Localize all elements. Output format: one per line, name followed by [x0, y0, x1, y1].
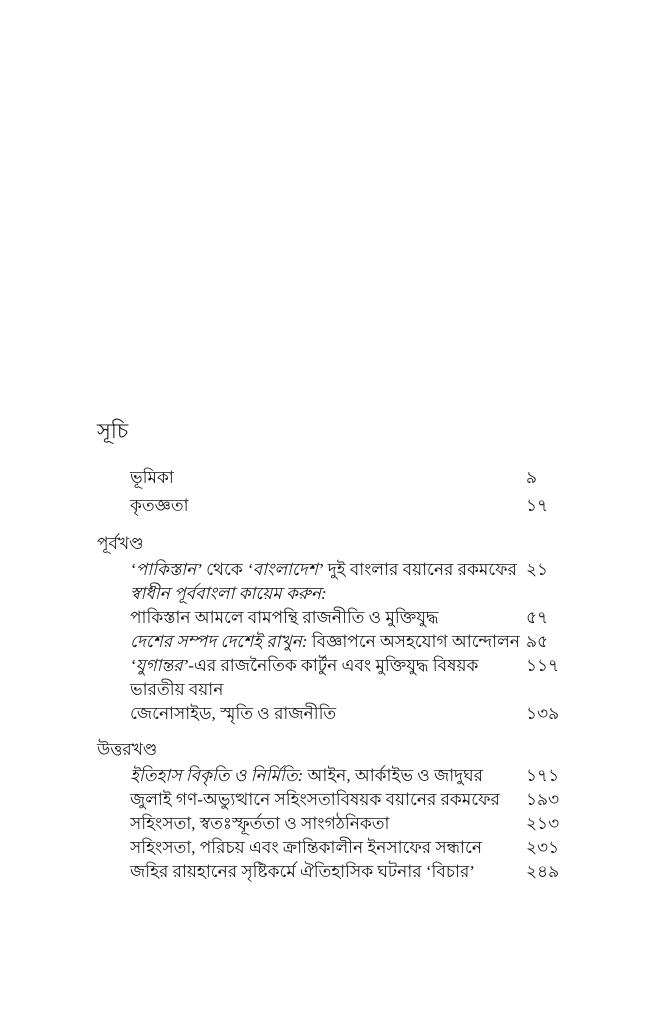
toc-entry-title-segment: সহিংসতা, পরিচয় এবং ক্রান্তিকালীন ইনসাফের সন্ধানে — [130, 838, 482, 857]
toc-entry-title-italic-segment: ‘বাংলাদেশ’ — [247, 560, 324, 579]
toc-entry-page: ৫৭ — [526, 608, 549, 627]
toc-row — [97, 464, 581, 492]
toc-entry-title — [97, 702, 336, 726]
toc-entry-title — [97, 654, 520, 702]
toc-entry-page: ২১ — [526, 560, 549, 579]
toc-entry-title-segment: পাকিস্তান আমলে বামপন্থি রাজনীতি ও মুক্তিযুদ্ধ — [130, 608, 439, 627]
toc-entry-title — [97, 836, 482, 860]
toc-entry-page: ২১৩ — [526, 814, 560, 833]
toc-entry-title-segment: কৃতজ্ঞতা — [130, 496, 189, 515]
toc-entry-page: ৯৫ — [526, 632, 549, 651]
toc-entry-title-italic-segment: ‘পাকিস্তান’ — [130, 560, 202, 579]
toc-entry-title — [97, 464, 174, 492]
toc-entry-title-segment: জহির রায়হানের সৃষ্টিকর্মে ঐতিহাসিক ঘটনার ‘বিচার’ — [130, 862, 475, 881]
toc-entry-page: ২৪৯ — [526, 862, 560, 881]
toc-entry-title — [97, 812, 389, 836]
toc-sections — [97, 532, 581, 884]
section-heading: উত্তরখণ্ড — [97, 740, 158, 759]
toc-entry-title-segment: জুলাই গণ-অভ্যুত্থানে সহিংসতাবিষয়ক বয়ানের রকমফের — [130, 790, 500, 809]
toc-row — [97, 702, 581, 726]
toc-entry-page: ১১৭ — [526, 656, 560, 675]
toc-entry-title-italic-segment: দেশের সম্পদ দেশেই রাখুন: — [130, 632, 308, 651]
toc-entry-title-segment: থেকে — [201, 560, 247, 579]
toc-entry-title-segment: জেনোসাইড, স্মৃতি ও রাজনীতি — [130, 704, 337, 723]
toc-entry-title — [97, 558, 517, 582]
toc-entry-title — [97, 764, 483, 788]
toc-row — [97, 764, 581, 788]
toc-entry-title-segment: সহিংসতা, স্বতঃস্ফূর্ততা ও সাংগঠনিকতা — [130, 814, 390, 833]
toc-row — [97, 492, 581, 520]
toc-row — [97, 836, 581, 860]
toc-entry-title — [97, 582, 327, 606]
toc-entry-title — [97, 630, 520, 654]
toc-entry-page: ১৩৯ — [526, 704, 560, 723]
toc-entry-page: ১৯৩ — [526, 790, 560, 809]
toc-row — [97, 788, 581, 812]
toc-row — [97, 812, 581, 836]
page-title: সূচি — [97, 419, 129, 443]
toc-entry-title — [97, 492, 189, 520]
toc-section — [97, 738, 581, 884]
toc-entry-title — [97, 788, 500, 812]
toc-row — [97, 606, 581, 630]
toc-row — [97, 630, 581, 654]
toc-entry-title-segment: আইন, আর্কাইভ ও জাদুঘর — [303, 766, 483, 785]
toc-entry-title-segment: ভূমিকা — [130, 468, 174, 487]
toc-row — [97, 558, 581, 582]
table-of-contents — [97, 416, 581, 884]
toc-entry-title-italic-segment: ‘যুগান্তর’ — [130, 656, 189, 675]
toc-entry-page: ১৭১ — [526, 766, 560, 785]
toc-entry-title — [97, 860, 475, 884]
toc-entry-page: ২৩১ — [526, 838, 560, 857]
toc-entry-title-segment: -এর রাজনৈতিক কার্টুন এবং মুক্তিযুদ্ধ বিষয়ক ভারতীয় বয়ান — [130, 656, 479, 699]
front-matter-list — [97, 464, 581, 520]
toc-row — [97, 582, 581, 606]
toc-entry-page: ৯ — [526, 468, 538, 487]
toc-row — [97, 860, 581, 884]
toc-entry-title-italic-segment: ইতিহাস বিকৃতি ও নির্মিতি: — [130, 766, 304, 785]
toc-entry-title-italic-segment: স্বাধীন পূর্ববাংলা কায়েম করুন: — [130, 584, 327, 603]
toc-section — [97, 532, 581, 726]
toc-entry-title-segment: বিজ্ঞাপনে অসহযোগ আন্দোলন — [307, 632, 520, 651]
toc-row — [97, 654, 581, 702]
toc-entry-title-segment: দুই বাংলার বয়ানের রকমফের — [323, 560, 517, 579]
toc-entry-title — [97, 606, 439, 630]
section-heading: পূর্বখণ্ড — [97, 534, 144, 553]
toc-entry-page: ১৭ — [526, 496, 549, 515]
